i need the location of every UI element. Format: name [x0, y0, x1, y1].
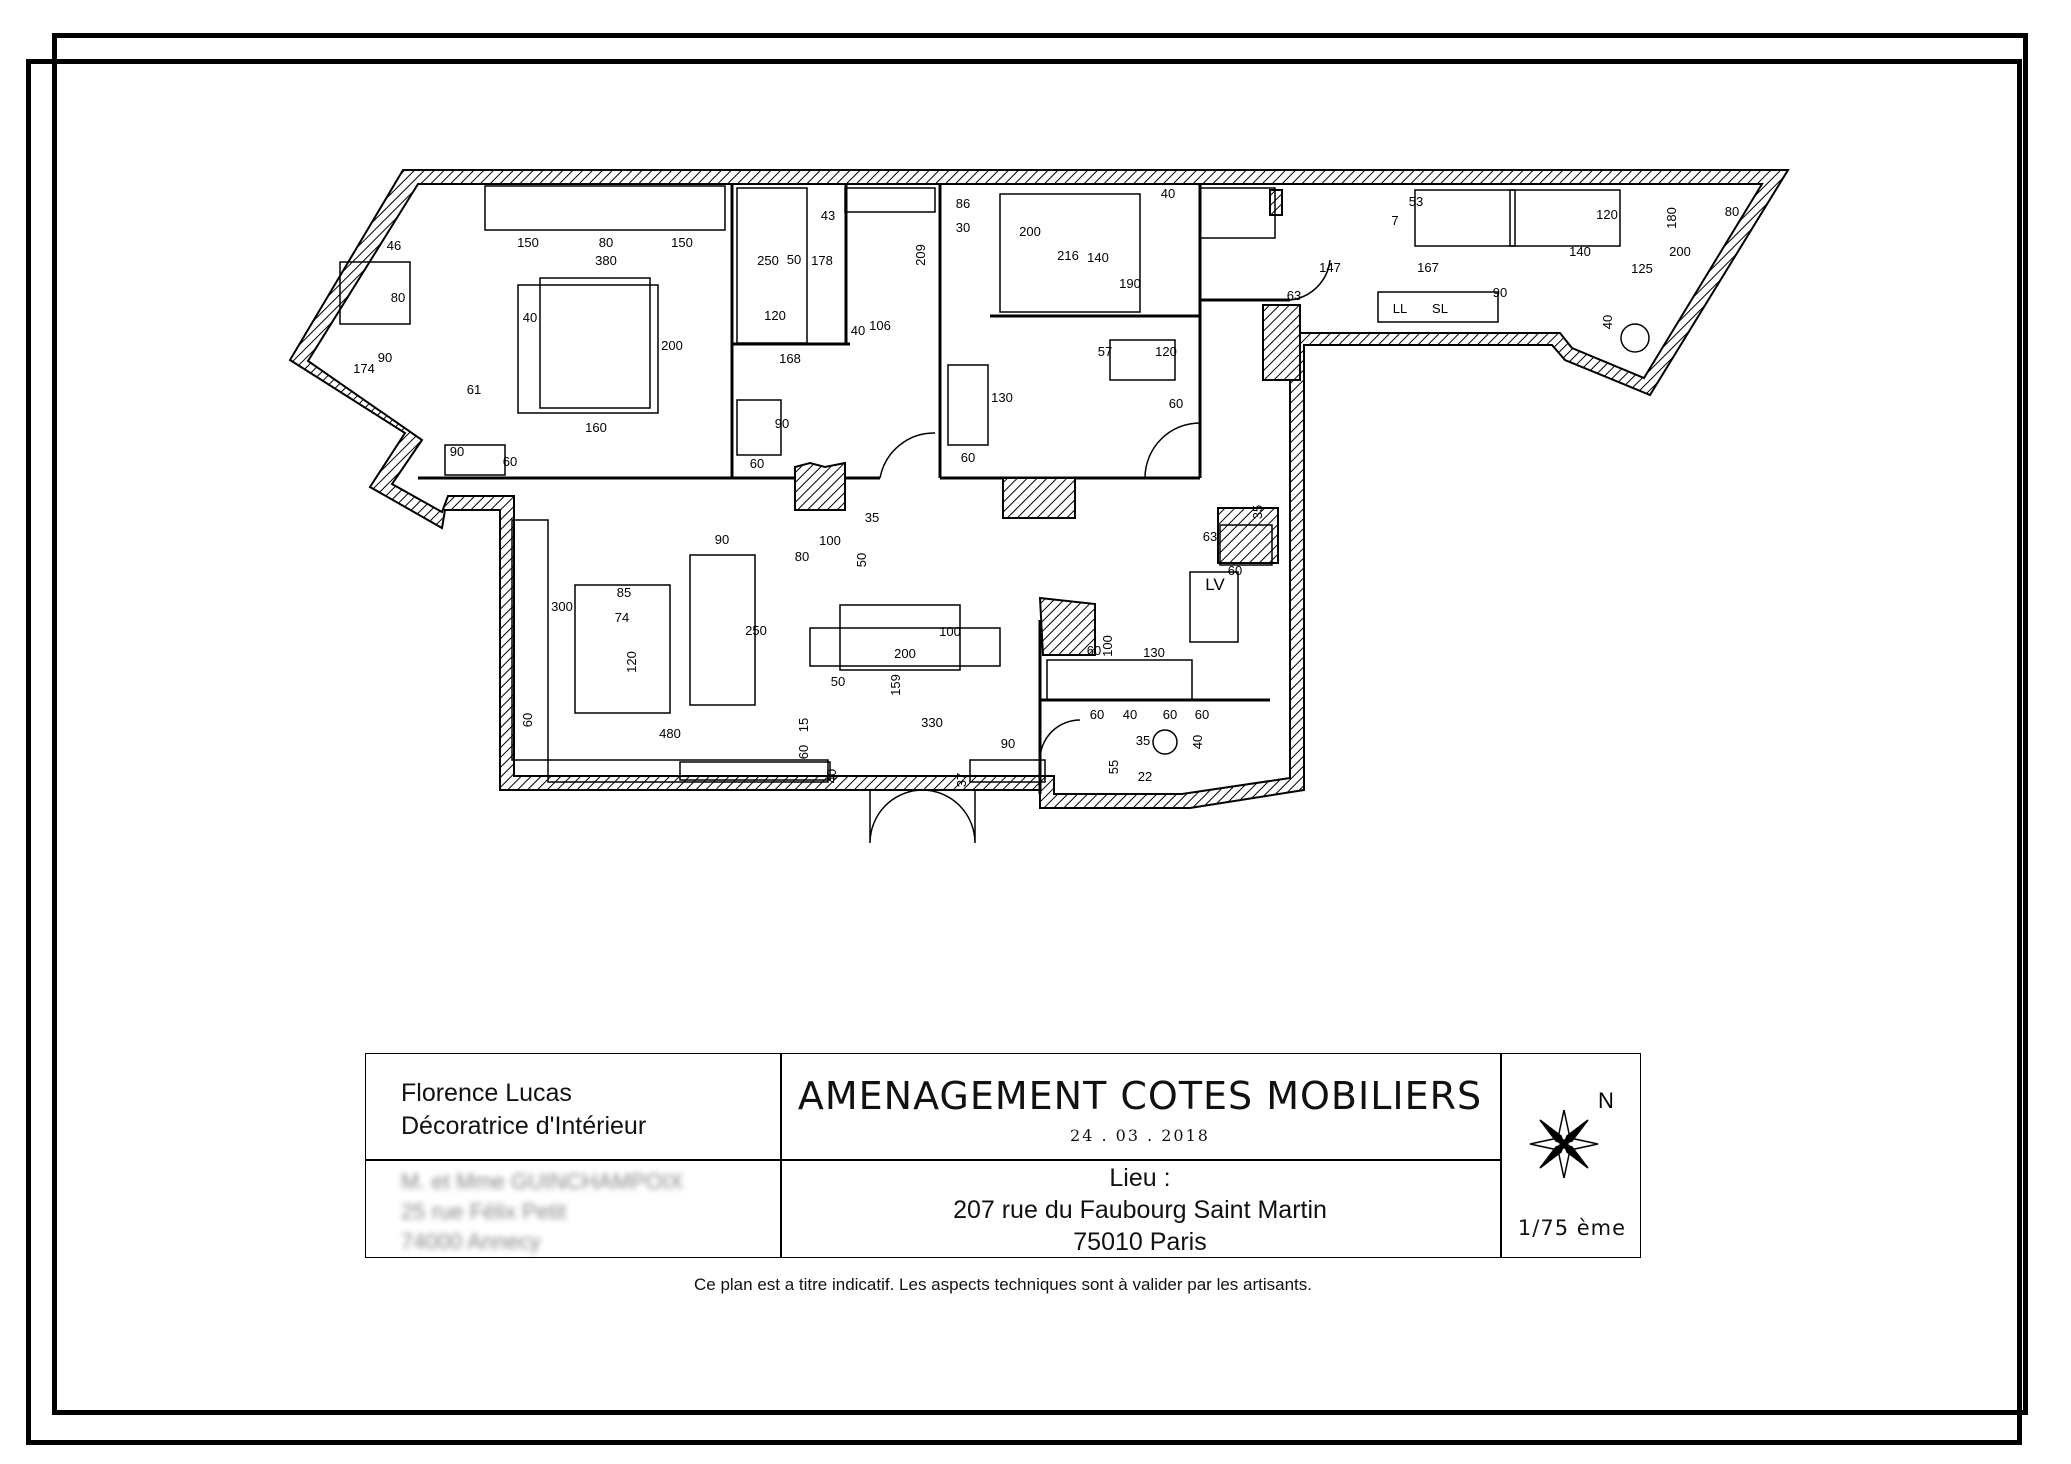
dimension-label: 100 [939, 624, 961, 639]
dimension-label: 180 [1664, 207, 1679, 229]
dimension-label: 46 [386, 238, 402, 253]
dimension-label: 40 [1190, 734, 1205, 750]
dimension-label: 60 [520, 712, 535, 728]
dimension-label: 50 [786, 252, 802, 267]
dimension-label: 100 [1100, 635, 1115, 657]
dimension-label: 380 [595, 253, 617, 268]
dimension-label: 80 [794, 549, 810, 564]
dimension-label: 60 [1227, 563, 1243, 578]
dimension-label: 35 [1135, 733, 1151, 748]
dimension-label: 30 [955, 220, 971, 235]
dimension-label: 200 [1019, 224, 1041, 239]
dimension-label: 150 [517, 235, 539, 250]
location-block [782, 1162, 1498, 1258]
dimension-label: 168 [779, 351, 801, 366]
dimension-label: 90 [449, 444, 465, 459]
dimension-label: 57 [1097, 344, 1113, 359]
dimension-label: 90 [714, 532, 730, 547]
dimension-label: 200 [1669, 244, 1691, 259]
dimension-label: 60 [749, 456, 765, 471]
dimension-label: 90 [1492, 285, 1508, 300]
dimension-label: 250 [757, 253, 779, 268]
title-block [365, 1053, 1641, 1258]
project-title: AMENAGEMENT COTES MOBILIERS [797, 1074, 1483, 1118]
dimension-label: 60 [1194, 707, 1210, 722]
dimension-label: 80 [390, 290, 406, 305]
dimension-label: 61 [466, 382, 482, 397]
dimension-label: 178 [811, 253, 833, 268]
client-name: M. et Mme GUINCHAMPOIX [401, 1169, 684, 1194]
designer-block [401, 1077, 771, 1143]
compass-rose-icon [1502, 1076, 1642, 1196]
dimension-label: 216 [1057, 248, 1079, 263]
dimension-label: 106 [869, 318, 891, 333]
dimension-label: 63 [1286, 288, 1302, 303]
dimension-label: 250 [745, 623, 767, 638]
dimension-label: 40 [1122, 707, 1138, 722]
room-label: SL [1432, 301, 1448, 316]
dimension-label: 53 [1408, 194, 1424, 209]
compass-block [1502, 1054, 1642, 1259]
compass-north-label: N [1598, 1088, 1614, 1113]
dimension-label: 40 [522, 310, 538, 325]
dimension-label: 35 [864, 510, 880, 525]
dimension-label: 40 [1160, 186, 1176, 201]
dimension-label: 22 [1137, 769, 1153, 784]
dimension-label: 120 [624, 651, 639, 673]
dimension-label: 60 [1089, 707, 1105, 722]
dimension-label: 120 [1596, 207, 1618, 222]
dimension-label: 55 [1106, 759, 1121, 775]
dimension-label: 80 [1724, 204, 1740, 219]
dimension-label: 60 [796, 744, 811, 760]
dimension-label: 125 [1631, 261, 1653, 276]
dimension-label: 150 [671, 235, 693, 250]
dimension-label: 90 [774, 416, 790, 431]
dimension-label: 120 [1155, 344, 1177, 359]
designer-role: Décoratrice d'Intérieur [401, 1112, 647, 1140]
location-label: Lieu : [1109, 1164, 1171, 1192]
dimension-label: 37 [954, 772, 969, 788]
dimension-label: 480 [659, 726, 681, 741]
dimension-label: 300 [551, 599, 573, 614]
client-city: 74000 Annecy [401, 1229, 541, 1254]
dimension-label: 60 [1086, 643, 1102, 658]
room-label: LL [1392, 301, 1408, 316]
dimension-label: 60 [1168, 396, 1184, 411]
dimension-label: 80 [598, 235, 614, 250]
dimension-label: 160 [585, 420, 607, 435]
dimension-label: 15 [796, 717, 811, 733]
dimension-label: 50 [854, 552, 869, 568]
dimension-label: 147 [1319, 260, 1341, 275]
dimension-label: 40 [1600, 314, 1615, 330]
dimension-label: 43 [820, 208, 836, 223]
furniture [340, 186, 1649, 782]
dimension-label: 50 [830, 674, 846, 689]
location-street: 207 rue du Faubourg Saint Martin [953, 1196, 1327, 1224]
room-label: LV [1205, 575, 1225, 594]
dimension-label: 90 [377, 350, 393, 365]
dimension-label: 90 [1000, 736, 1016, 751]
dimension-label: 159 [888, 674, 903, 696]
dimension-label: 85 [616, 585, 632, 600]
interior-walls [418, 184, 1290, 794]
dimension-label: 130 [1143, 645, 1165, 660]
dimension-label: 130 [991, 390, 1013, 405]
dimension-label: 40 [824, 768, 839, 784]
disclaimer: Ce plan est a titre indicatif. Les aspects techniques sont à valider par les artisants. [694, 1275, 1312, 1294]
dimension-label: 200 [661, 338, 683, 353]
client-street: 25 rue Félix Petit [401, 1199, 567, 1224]
dimension-label: 100 [819, 533, 841, 548]
designer-name: Florence Lucas [401, 1079, 572, 1107]
dimension-label: 60 [1162, 707, 1178, 722]
scale-label: 1/75 ème [1517, 1216, 1627, 1240]
dimension-label: 74 [614, 610, 630, 625]
project-date: 24 . 03 . 2018 [1070, 1126, 1210, 1145]
dimension-label: 120 [764, 308, 786, 323]
dimension-label: 60 [502, 454, 518, 469]
dimension-label: 60 [960, 450, 976, 465]
dimension-label: 7 [1391, 213, 1399, 228]
dimension-label: 167 [1417, 260, 1439, 275]
project-block [782, 1074, 1498, 1145]
client-block [401, 1167, 771, 1257]
dimension-label: 140 [1569, 244, 1591, 259]
dimension-label: 174 [353, 361, 375, 376]
location-city: 75010 Paris [1073, 1228, 1207, 1256]
dimension-label: 330 [921, 715, 943, 730]
dimension-label: 86 [955, 196, 971, 211]
dimension-label: 40 [850, 323, 866, 338]
dimension-label: 190 [1119, 276, 1141, 291]
dimension-label: 140 [1087, 250, 1109, 265]
dimension-label: 35 [1250, 504, 1265, 520]
dimension-label: 209 [913, 244, 928, 266]
dimension-label: 200 [894, 646, 916, 661]
dimension-label: 63 [1202, 529, 1218, 544]
